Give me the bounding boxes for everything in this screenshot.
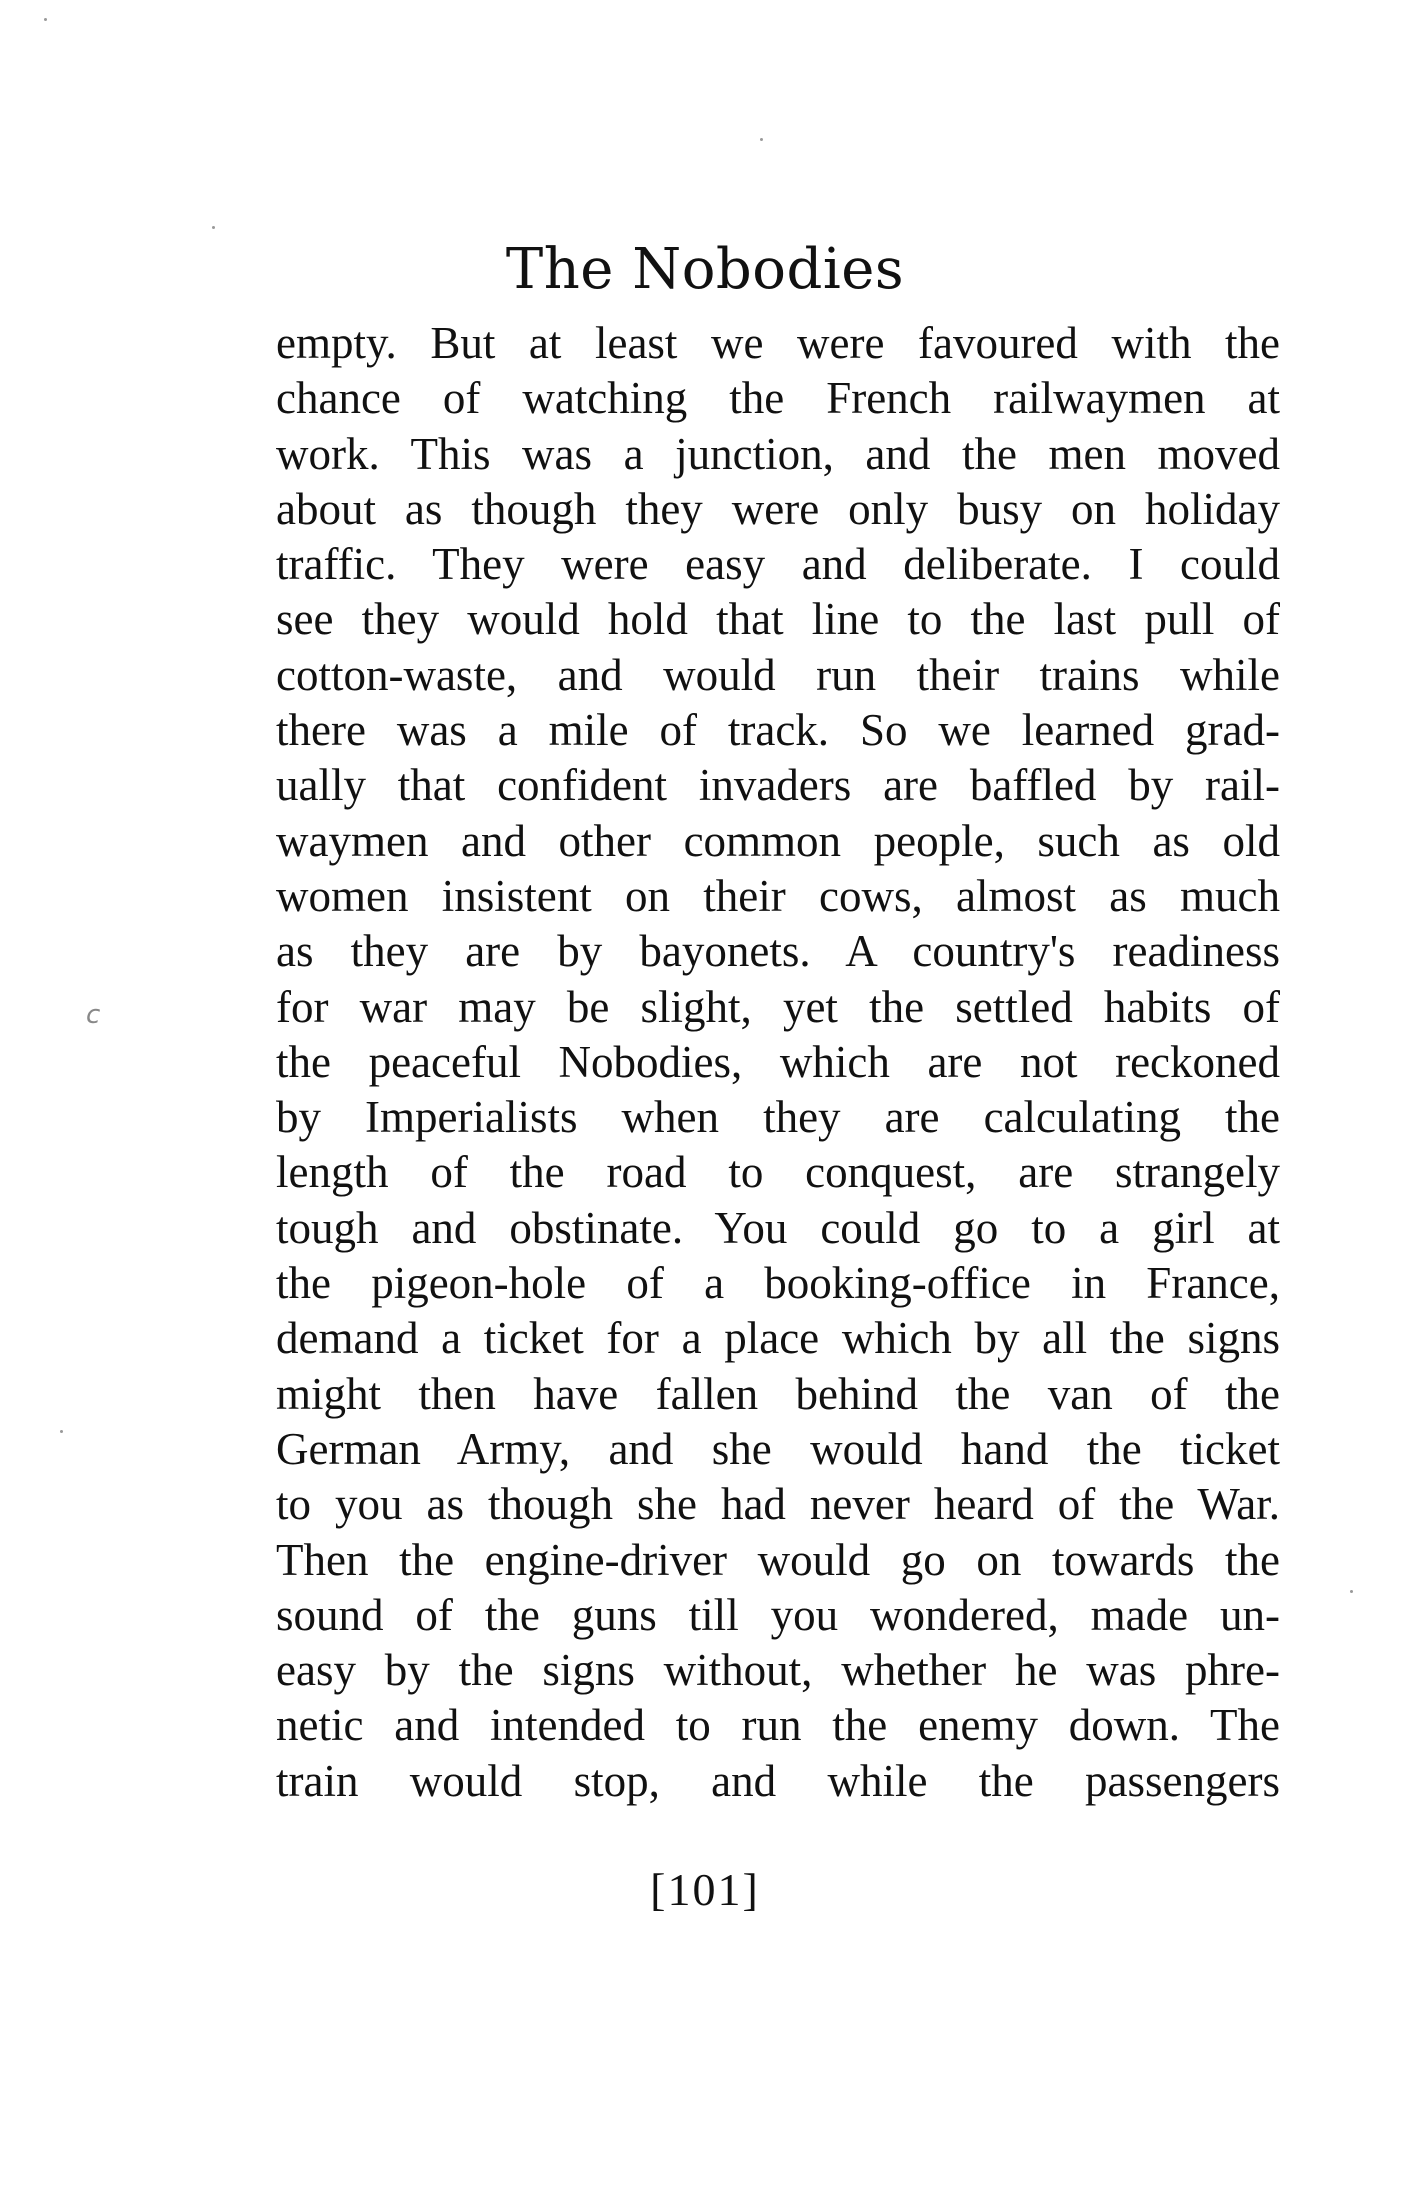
text-line: see they would hold that line to the last pull of bbox=[276, 594, 1280, 645]
text-line: sound of the guns till you wondered, made un- bbox=[276, 1589, 1280, 1640]
text-line: waymen and other common people, such as old bbox=[276, 815, 1280, 866]
text-line: women insistent on their cows, almost as much bbox=[276, 870, 1280, 921]
text-line: as they are by bayonets. A country's readiness bbox=[276, 926, 1280, 977]
text-line: easy by the signs without, whether he was phre- bbox=[276, 1645, 1280, 1696]
paper-speck bbox=[60, 1430, 63, 1433]
text-line: about as though they were only busy on holiday bbox=[276, 483, 1280, 534]
text-line: Then the engine-driver would go on towards the bbox=[276, 1534, 1280, 1585]
text-line: the peaceful Nobodies, which are not reckoned bbox=[276, 1036, 1280, 1087]
page-number: [101] bbox=[650, 1864, 760, 1915]
text-line: the pigeon-hole of a booking-office in France, bbox=[276, 1258, 1280, 1309]
paper-speck bbox=[44, 18, 47, 21]
text-line: ually that confident invaders are baffled by rail- bbox=[276, 760, 1280, 811]
text-line: for war may be slight, yet the settled habits of bbox=[276, 981, 1280, 1032]
paper-speck bbox=[760, 138, 763, 141]
margin-pencil-mark: c bbox=[86, 1000, 101, 1030]
running-head: The Nobodies bbox=[505, 237, 905, 302]
text-line: might then have fallen behind the van of the bbox=[276, 1368, 1280, 1419]
text-line: netic and intended to run the enemy down. The bbox=[276, 1700, 1280, 1751]
text-line: demand a ticket for a place which by all the signs bbox=[276, 1313, 1280, 1364]
paper-speck bbox=[1350, 1590, 1353, 1593]
text-line: chance of watching the French railwaymen at bbox=[276, 373, 1280, 424]
text-line: work. This was a junction, and the men moved bbox=[276, 428, 1280, 479]
text-line: train would stop, and while the passengers bbox=[276, 1755, 1280, 1806]
text-line: there was a mile of track. So we learned grad- bbox=[276, 705, 1280, 756]
text-line: traffic. They were easy and deliberate. I could bbox=[276, 539, 1280, 590]
text-line: to you as though she had never heard of the War. bbox=[276, 1479, 1280, 1530]
paper-speck bbox=[212, 226, 215, 229]
body-text bbox=[276, 316, 1280, 1809]
text-line: empty. But at least we were favoured with the bbox=[276, 318, 1280, 368]
text-line: cotton-waste, and would run their trains while bbox=[276, 649, 1280, 700]
text-line: by Imperialists when they are calculating the bbox=[276, 1092, 1280, 1143]
text-line: length of the road to conquest, are strangely bbox=[276, 1147, 1280, 1198]
text-line: tough and obstinate. You could go to a girl at bbox=[276, 1202, 1280, 1253]
text-line: German Army, and she would hand the ticket bbox=[276, 1423, 1280, 1474]
